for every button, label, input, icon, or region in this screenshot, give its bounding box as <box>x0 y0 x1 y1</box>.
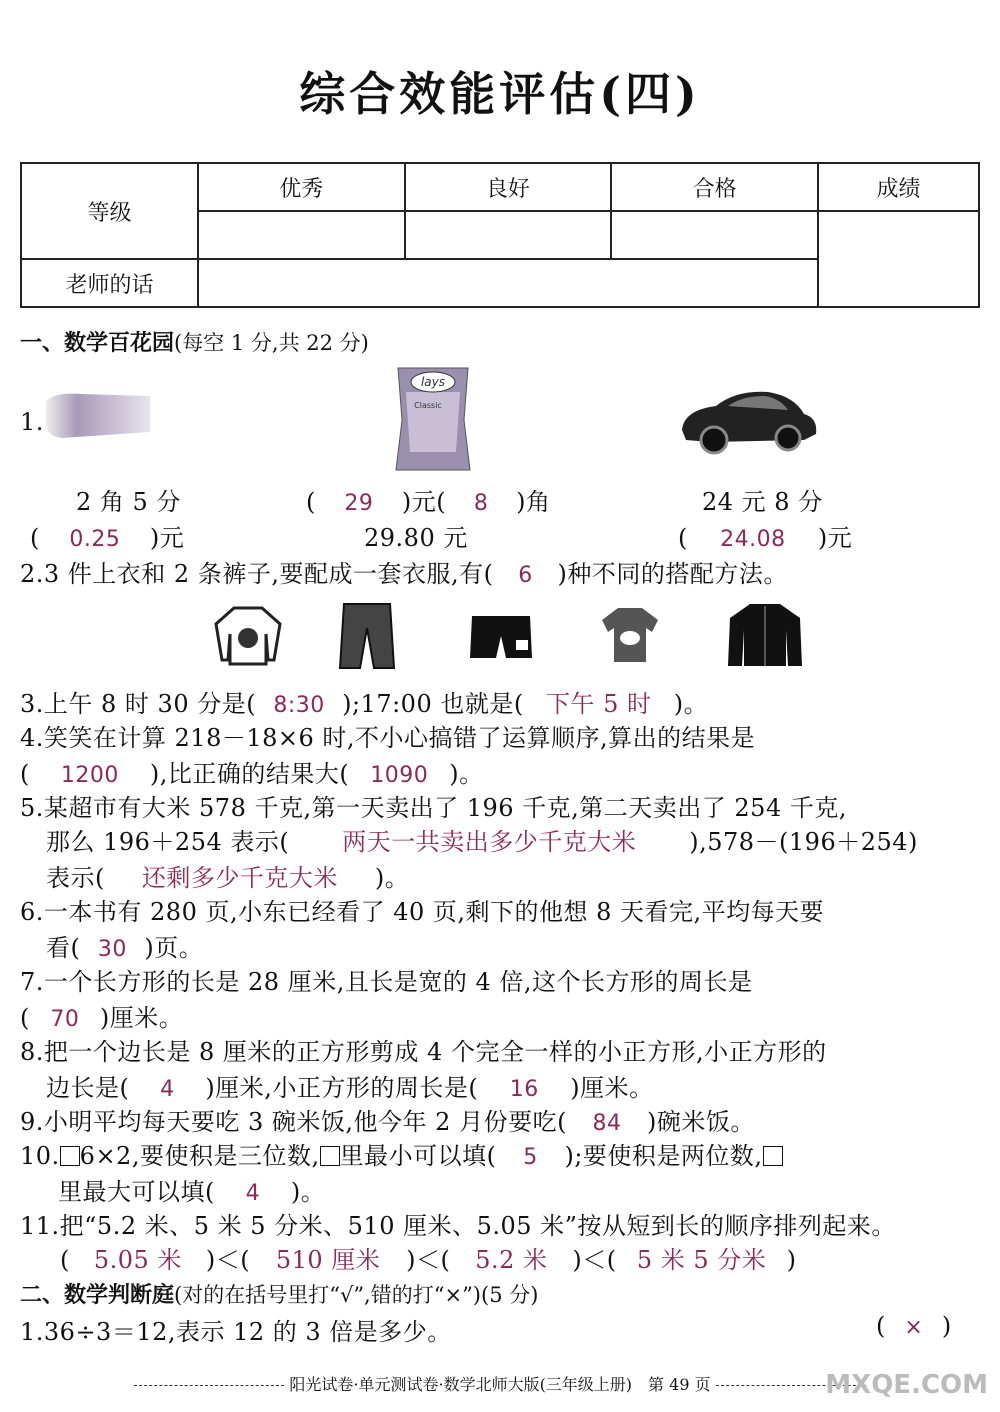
q2: 2.3 件上衣和 2 条裤子,要配成一套衣服,有( 6 )种不同的搭配方法。 <box>20 560 788 588</box>
q10-line2: 里最大可以填( 4 )。 <box>58 1178 326 1206</box>
grade-table <box>20 162 980 308</box>
page-footer: 阳光试卷·单元测试卷·数学北师大版(三年级上册) 第 49 页 <box>20 1372 980 1395</box>
level-pass: 合格 <box>611 163 818 211</box>
page-title: 综合效能评估(四) <box>299 67 701 121</box>
blank-box-icon <box>320 1146 340 1166</box>
q10-line1: 10. 6×2,要使积是三位数, 里最小可以填( 5 );要使积是两位数, <box>20 1136 783 1171</box>
judge-1: 1.36÷3＝12,表示 12 的 3 倍是多少。 <box>20 1318 452 1346</box>
shirt-icon <box>214 604 282 666</box>
q8-line2: 边长是( 4 )厘米,小正方形的周长是( 16 )厘米。 <box>46 1074 654 1102</box>
q4-line2: ( 1200 ),比正确的结果大( 1090 )。 <box>20 760 484 788</box>
q7-line1: 7.一个长方形的长是 28 厘米,且长是宽的 4 倍,这个长方形的周长是 <box>20 968 753 996</box>
score-label: 成绩 <box>818 163 979 211</box>
jacket-icon <box>726 602 804 668</box>
q8-line1: 8.把一个边长是 8 厘米的正方形剪成 4 个完全一样的小正方形,小正方形的 <box>20 1038 827 1066</box>
pants-icon <box>338 602 396 670</box>
q1-item1-price: 2 角 5 分 <box>76 488 181 516</box>
q1-item1-answer: ( 0.25 )元 <box>30 524 185 552</box>
chips-sub-text: Classic <box>414 401 442 410</box>
shorts-icon <box>468 614 534 662</box>
blank-box-icon <box>60 1146 80 1166</box>
blank-box-icon <box>763 1146 783 1166</box>
q3: 3.上午 8 时 30 分是( 8:30 );17:00 也就是( 下午 5 时 )。 <box>20 690 709 718</box>
level-good-cell <box>405 211 612 259</box>
q11-line2: ( 5.05 米 )＜( 510 厘米 )＜( 5.2 米 )＜( 5 米 5 分米 ) <box>60 1246 797 1274</box>
q7-line2: ( 70 )厘米。 <box>20 1004 184 1032</box>
toy-car-icon <box>676 386 822 458</box>
eraser-icon <box>42 388 154 444</box>
grade-label: 等级 <box>21 163 198 259</box>
q1-number: 1. <box>20 408 44 436</box>
q1-item2-answer: ( 29 )元( 8 )角 <box>306 488 551 516</box>
q1-item2-price: 29.80 元 <box>364 524 468 552</box>
q1-item3-price: 24 元 8 分 <box>702 488 823 516</box>
tshirt-icon <box>600 606 660 664</box>
level-pass-cell <box>611 211 818 259</box>
q9: 9.小明平均每天要吃 3 碗米饭,他今年 2 月份要吃( 84 )碗米饭。 <box>20 1108 755 1136</box>
q5-line1: 5.某超市有大米 578 千克,第一天卖出了 196 千克,第二天卖出了 254 千克, <box>20 794 847 822</box>
judge-1-answer: ( × ) <box>876 1312 952 1340</box>
section2-heading: 二、数学判断庭(对的在括号里打“√”,错的打“×”)(5 分) <box>20 1282 539 1308</box>
q6-line1: 6.一本书有 280 页,小东已经看了 40 页,剩下的他想 8 天看完,平均每天要 <box>20 898 825 926</box>
teacher-comment-label: 老师的话 <box>21 259 198 307</box>
q6-line2: 看( 30 )页。 <box>46 934 204 962</box>
q4-line1: 4.笑笑在计算 218－18×6 时,不小心搞错了运算顺序,算出的结果是 <box>20 724 756 752</box>
q1-item3-answer: ( 24.08 )元 <box>678 524 853 552</box>
level-good: 良好 <box>405 163 612 211</box>
section1-heading: 一、数学百花园(每空 1 分,共 22 分) <box>20 330 369 356</box>
chips-bag-icon <box>392 362 474 476</box>
teacher-comment-cell <box>198 259 818 307</box>
q5-line3: 表示( 还剩多少千克大米 )。 <box>46 864 410 892</box>
chips-brand-text: lays <box>420 375 446 389</box>
q5-line2: 那么 196＋254 表示( 两天一共卖出多少千克大米 ),578－(196＋254) <box>46 828 918 856</box>
level-excellent-cell <box>198 211 405 259</box>
level-excellent: 优秀 <box>198 163 405 211</box>
score-cell <box>818 211 979 307</box>
q11-line1: 11.把“5.2 米、5 米 5 分米、510 厘米、5.05 米”按从短到长的顺序排列起来。 <box>20 1212 896 1240</box>
watermark: MXQE.COM <box>825 1370 988 1400</box>
